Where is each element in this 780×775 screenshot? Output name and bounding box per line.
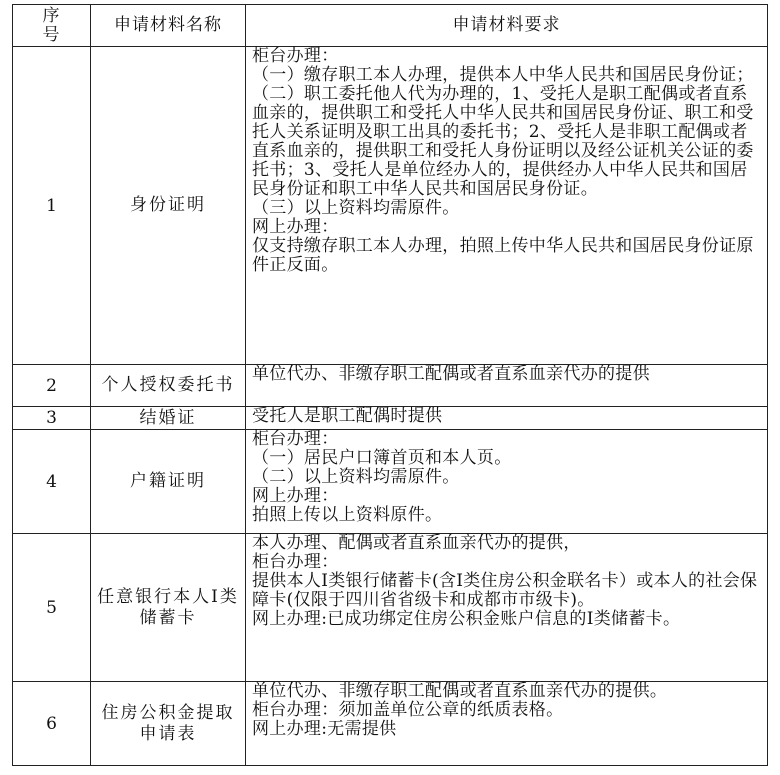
row-no: 3 (13, 407, 91, 430)
row-name: 个人授权委托书 (91, 365, 246, 407)
row-name: 身份证明 (91, 47, 246, 365)
req-line: 柜台办理： (252, 552, 339, 572)
req-line: （一）缴存职工本人办理，提供本人中华人民共和国居民身份证； (252, 65, 754, 85)
req-line: 提供本人Ⅰ类银行储蓄卡(含Ⅰ类住房公积金联名卡）或本人的社会保障卡(仅限于四川省省级卡和成都市市级卡)。 (252, 571, 758, 610)
req-line: （二）职工委托他人代为办理的，1、受托人是职工配偶或者直系血亲的，提供职工和受托人中华人民共和国居民身份证、职工和受托人关系证明及职工出具的委托书；2、受托人是非职工配偶或者直系血亲的，提供职工和受托人身份证明以及经公证机关公证的委托书；3、受托人是单位经办人的，提供经办人中华人民共和国居民身份证和职工中华人民共和国居民身份证。 (252, 84, 754, 199)
req-line: 网上办理:已成功绑定住房公积金账户信息的Ⅰ类储蓄卡。 (252, 609, 681, 629)
row-no: 2 (13, 365, 91, 407)
row-name: 住房公积金提取申请表 (91, 682, 246, 766)
row-no: 5 (13, 534, 91, 682)
row-name: 任意银行本人Ⅰ类储蓄卡 (91, 534, 246, 682)
req-line: 柜台办理： (252, 429, 339, 449)
header-no (13, 5, 91, 47)
req-line: （三）以上资料均需原件。 (252, 198, 460, 218)
row-no: 4 (13, 430, 91, 534)
materials-table (12, 4, 768, 766)
row-requirement (246, 682, 768, 766)
row-no: 1 (13, 47, 91, 365)
req-line: 受托人是职工配偶时提供 (252, 406, 443, 426)
header-requirement: 申请材料要求 (246, 5, 768, 47)
row-requirement (246, 407, 768, 430)
req-line: 本人办理、配偶或者直系血亲代办的提供， (252, 533, 581, 553)
header-no-text: 序号 (42, 5, 61, 45)
table-row (13, 682, 768, 766)
row-no: 6 (13, 682, 91, 766)
req-line: 网上办理:无需提供 (252, 719, 397, 739)
req-line: 柜台办理：须加盖单位公章的纸质表格。 (252, 700, 564, 720)
table-row (13, 407, 768, 430)
req-line: （一）居民户口簿首页和本人页。 (252, 448, 512, 468)
table-header-row (13, 5, 768, 47)
row-name: 户籍证明 (91, 430, 246, 534)
table-row (13, 430, 768, 534)
table-body (13, 47, 768, 766)
row-name: 结婚证 (91, 407, 246, 430)
req-line: 单位代办、非缴存职工配偶或者直系血亲代办的提供 (252, 364, 650, 384)
req-line: 仅支持缴存职工本人办理，拍照上传中华人民共和国居民身份证原件正反面。 (252, 236, 754, 275)
header-name: 申请材料名称 (91, 5, 246, 47)
row-requirement (246, 534, 768, 682)
table-row (13, 47, 768, 365)
table-row (13, 365, 768, 407)
table-row (13, 534, 768, 682)
req-line: 网上办理： (252, 217, 339, 237)
req-line: 柜台办理： (252, 46, 339, 66)
req-line: （二）以上资料均需原件。 (252, 467, 460, 487)
row-requirement (246, 430, 768, 534)
req-line: 拍照上传以上资料原件。 (252, 505, 443, 525)
req-line: 单位代办、非缴存职工配偶或者直系血亲代办的提供。 (252, 681, 668, 701)
req-line: 网上办理： (252, 486, 339, 506)
row-requirement (246, 47, 768, 365)
row-requirement (246, 365, 768, 407)
